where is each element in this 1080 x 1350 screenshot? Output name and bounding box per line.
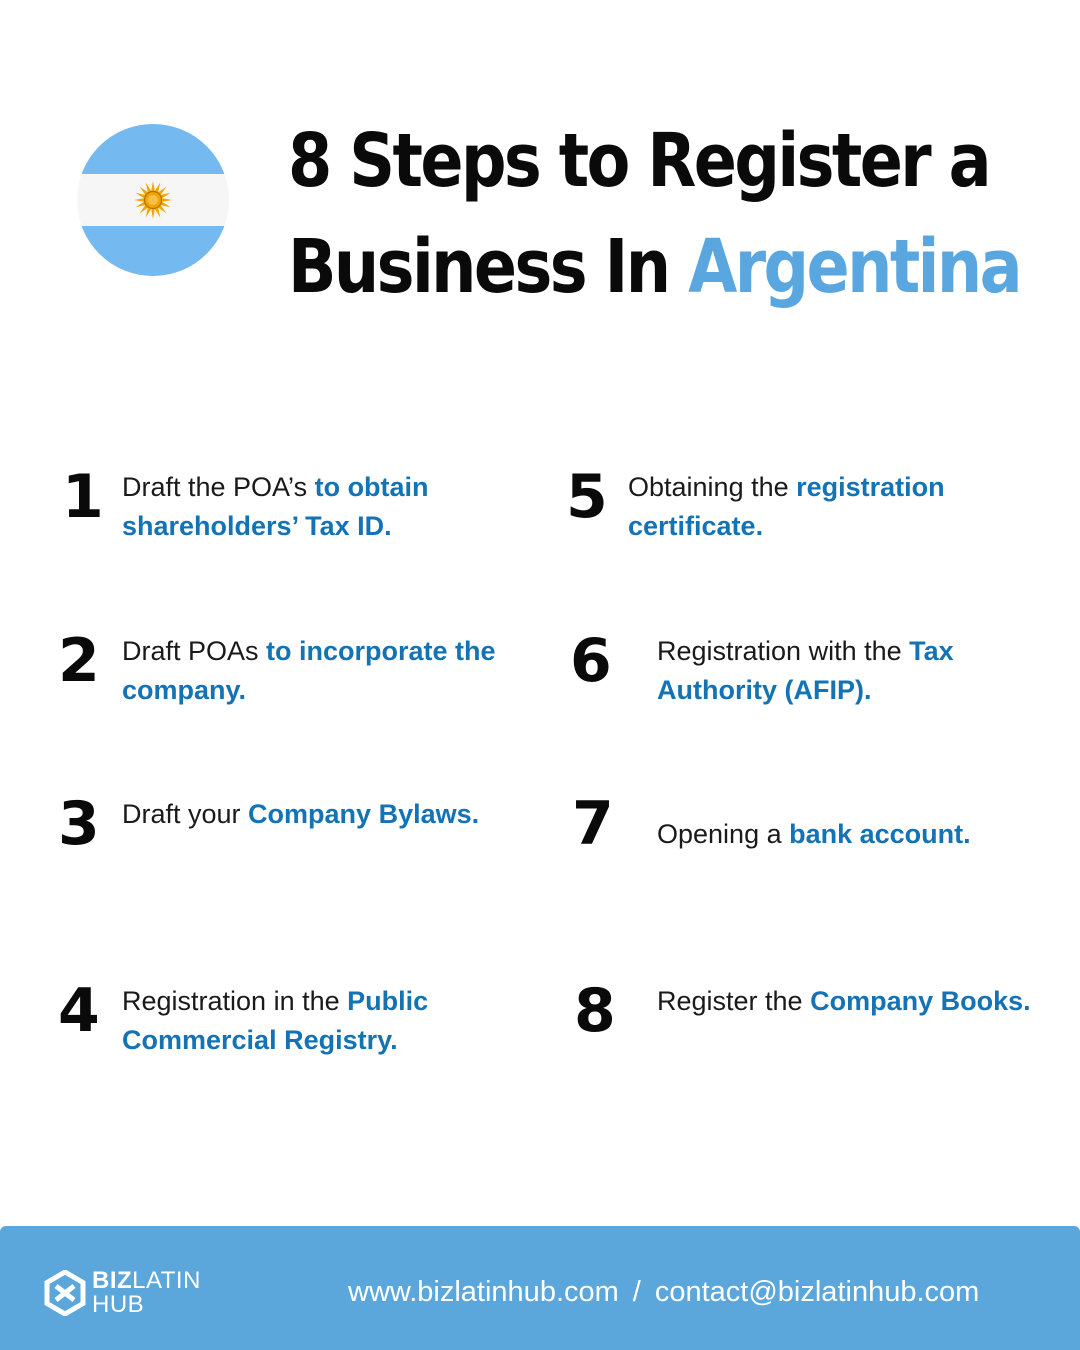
step-number: 5 [566, 462, 608, 532]
step-text [122, 795, 502, 834]
step-text [657, 632, 1057, 710]
logo-wordmark-line-2: HUB [92, 1291, 145, 1318]
title-line-2-prefix: Business In [288, 224, 689, 310]
sun-of-may-icon [133, 180, 173, 220]
step-text-bold: to obtain shareholders’ Tax ID. [122, 472, 429, 541]
contact-info [348, 1274, 979, 1310]
title-line-1: 8 Steps to Register a [288, 118, 990, 204]
step-text-plain: Obtaining the [628, 472, 797, 502]
title-accent-country: Argentina [688, 224, 1021, 310]
step-text-bold: to incorporate the company. [122, 636, 496, 705]
step-text-bold: bank account. [789, 819, 971, 849]
step-text-plain: Draft the POA’s [122, 472, 315, 502]
bizlatinhub-logo[interactable] [44, 1268, 214, 1318]
step-text-bold: registration certificate. [628, 472, 945, 541]
title-line-2 [288, 214, 1021, 320]
step-text [628, 468, 1028, 546]
bizlatinhub-logo-icon [44, 1270, 86, 1316]
step-text [122, 632, 502, 710]
step-text [122, 982, 502, 1060]
page-title [288, 108, 1021, 320]
step-number: 1 [62, 462, 104, 532]
step-text [657, 815, 1077, 854]
step-number: 7 [572, 789, 614, 859]
step-number: 2 [58, 626, 100, 696]
step-text-plain: Register the [657, 986, 811, 1016]
step-text-bold: Public Commercial Registry. [122, 986, 429, 1055]
step-number: 4 [58, 976, 100, 1046]
logo-wordmark-rest: LATIN [132, 1267, 201, 1294]
argentina-flag-icon [77, 124, 229, 276]
step-text [657, 982, 1057, 1021]
footer-bar [0, 1226, 1080, 1350]
step-text-plain: Draft POAs [122, 636, 267, 666]
step-text [122, 468, 502, 546]
step-text-plain: Opening a [657, 819, 790, 849]
step-text-plain: Draft your [122, 799, 249, 829]
email-link[interactable]: contact@bizlatinhub.com [654, 1276, 980, 1308]
step-number: 8 [574, 976, 616, 1046]
logo-wordmark-bold: BIZ [92, 1267, 133, 1294]
step-text-bold: Tax Authority (AFIP). [657, 636, 954, 705]
step-text-bold: Company Books. [810, 986, 1031, 1016]
step-text-plain: Registration in the [122, 986, 348, 1016]
website-link[interactable]: www.bizlatinhub.com [348, 1276, 619, 1308]
step-number: 6 [570, 626, 612, 696]
contact-separator: / [632, 1276, 641, 1308]
step-text-bold: Company Bylaws. [248, 799, 480, 829]
step-text-plain: Registration with the [657, 636, 910, 666]
step-number: 3 [58, 789, 100, 859]
